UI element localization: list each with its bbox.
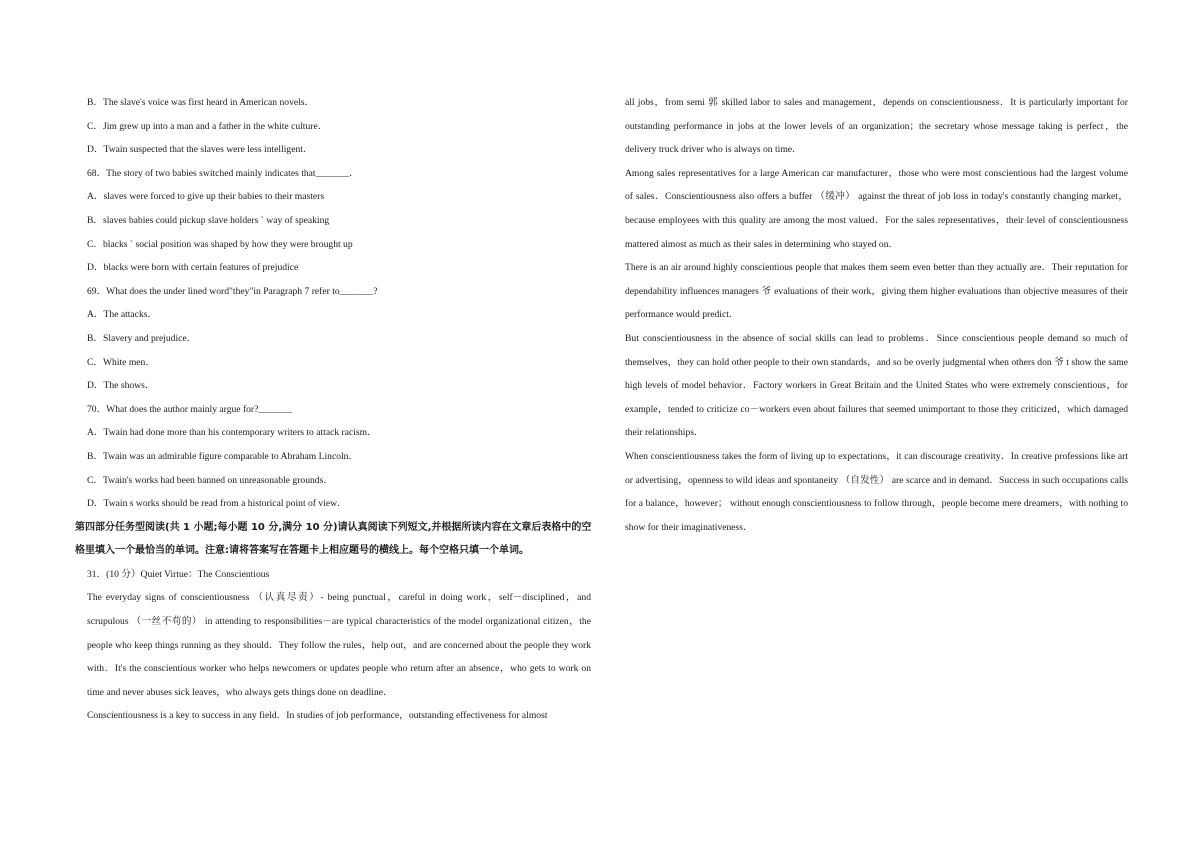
option-69d: D．The shows． <box>87 380 155 392</box>
passage-paragraph-4: There is an air around highly conscientious people that makes them seem even better than they actually are．Their reputation for dependability influences managers 爷 evaluations of their work，giving them higher evaluations than objective measures of their performance would predict． <box>625 262 1128 321</box>
option-67b: B．The slave's voice was first heard in American novels． <box>87 97 315 108</box>
right-column <box>625 91 1128 539</box>
passage-paragraph-5: But conscientiousness in the absence of social skills can lead to problems．Since conscientious people demand so much of themselves，they can hold other people to their own standards，and so be overly judgmental when others don 爷 t show the same high levels of model behavior．Factory workers in Great Britain and the United States who were extremely conscientious，for example，tended to criticize co－workers even about failures that seemed unimportant to those they criticized，which damaged their relationships． <box>625 332 1128 439</box>
option-69c: C．White men． <box>87 356 155 368</box>
passage-paragraph-2: Conscientiousness is a key to success in any field．In studies of job performance，outstanding effectiveness for almost <box>87 710 548 722</box>
option-67c: C．Jim grew up into a man and a father in the white culture． <box>87 120 328 132</box>
question-68: 68．The story of two babies switched mainly indicates that_______． <box>87 167 359 179</box>
question-70: 70．What does the author mainly argue for?_______ <box>87 403 292 415</box>
passage-paragraph-2-cont: all jobs，from semi 郭 skilled labor to sales and management，depends on conscientiousness．It is particularly important for outstanding performance in jobs at the lower levels of an organization；the secretary whose message taking is perfect，the delivery truck driver who is always on time． <box>625 97 1128 156</box>
option-68d: D．blacks were born with certain features of prejudice <box>87 262 299 274</box>
option-67d: D．Twain suspected that the slaves were less intelligent． <box>87 144 313 156</box>
option-68b: B．slaves babies could pickup slave holders ` way of speaking <box>87 214 330 226</box>
passage-paragraph-6: When conscientiousness takes the form of living up to expectations，it can discourage creativity．In creative professions like art or advertising，openness to wild ideas and spontaneity （自发性） are scarce and in demand．Success in such occupations calls for a balance，however； without enough conscientiousness to follow through，people become mere dreamers，with nothing to show for their imaginativeness． <box>625 450 1128 533</box>
option-70a: A．Twain had done more than his contemporary writers to attack racism． <box>87 427 377 439</box>
passage-paragraph-1: The everyday signs of conscientiousness （认真尽责）- being punctual，careful in doing work，self－disciplined，and scrupulous （一丝不苟的） in attending to responsibilities－are typical characteristics of the model organizational citizen，the people who keep things running as they should．They follow the rules，help out，and are concerned about the people they work with．It's the conscientious worker who helps newcomers or updates people who return after an absence，who gets to work on time and never abuses sick leaves，who always gets things done on deadline． <box>87 592 591 698</box>
passage-paragraph-3: Among sales representatives for a large American car manufacturer，those who were most conscientious had the largest volume of sales．Conscientiousness also offers a buffer （缓冲） against the threat of job loss in today's constantly changing market，because employees with this quality are among the most valued．For the sales representatives，their level of conscientiousness mattered almost as much as their sales in determining who stayed on． <box>625 167 1128 250</box>
option-70b: B．Twain was an admirable figure comparable to Abraham Lincoln． <box>87 450 359 462</box>
option-69b: B．Slavery and prejudice． <box>87 332 197 344</box>
option-69a: A．The attacks． <box>87 309 158 321</box>
option-70d: D．Twain s works should be read from a historical point of view． <box>87 498 347 510</box>
option-68a: A．slaves were forced to give up their babies to their masters <box>87 191 325 203</box>
question-69: 69．What does the under lined word"they"in Paragraph 7 refer to_______? <box>87 285 378 297</box>
option-68c: C．blacks ` social position was shaped by how they were brought up <box>87 238 353 250</box>
option-70c: C．Twain's works had been banned on unreasonable grounds． <box>87 474 333 486</box>
section-four-heading: 第四部分任务型阅读(共 1 小题;每小题 10 分,满分 10 分)请认真阅读下列短文,并根据所读内容在文章后表格中的空格里填入一个最恰当的单词。注意:请将答案写在答题卡上相应题号的横线上。每个空格只填一个单词。 <box>75 521 592 557</box>
left-column <box>75 91 592 728</box>
question-31-title: 31．(10 分）Quiet Virtue：The Conscientious <box>87 568 270 580</box>
